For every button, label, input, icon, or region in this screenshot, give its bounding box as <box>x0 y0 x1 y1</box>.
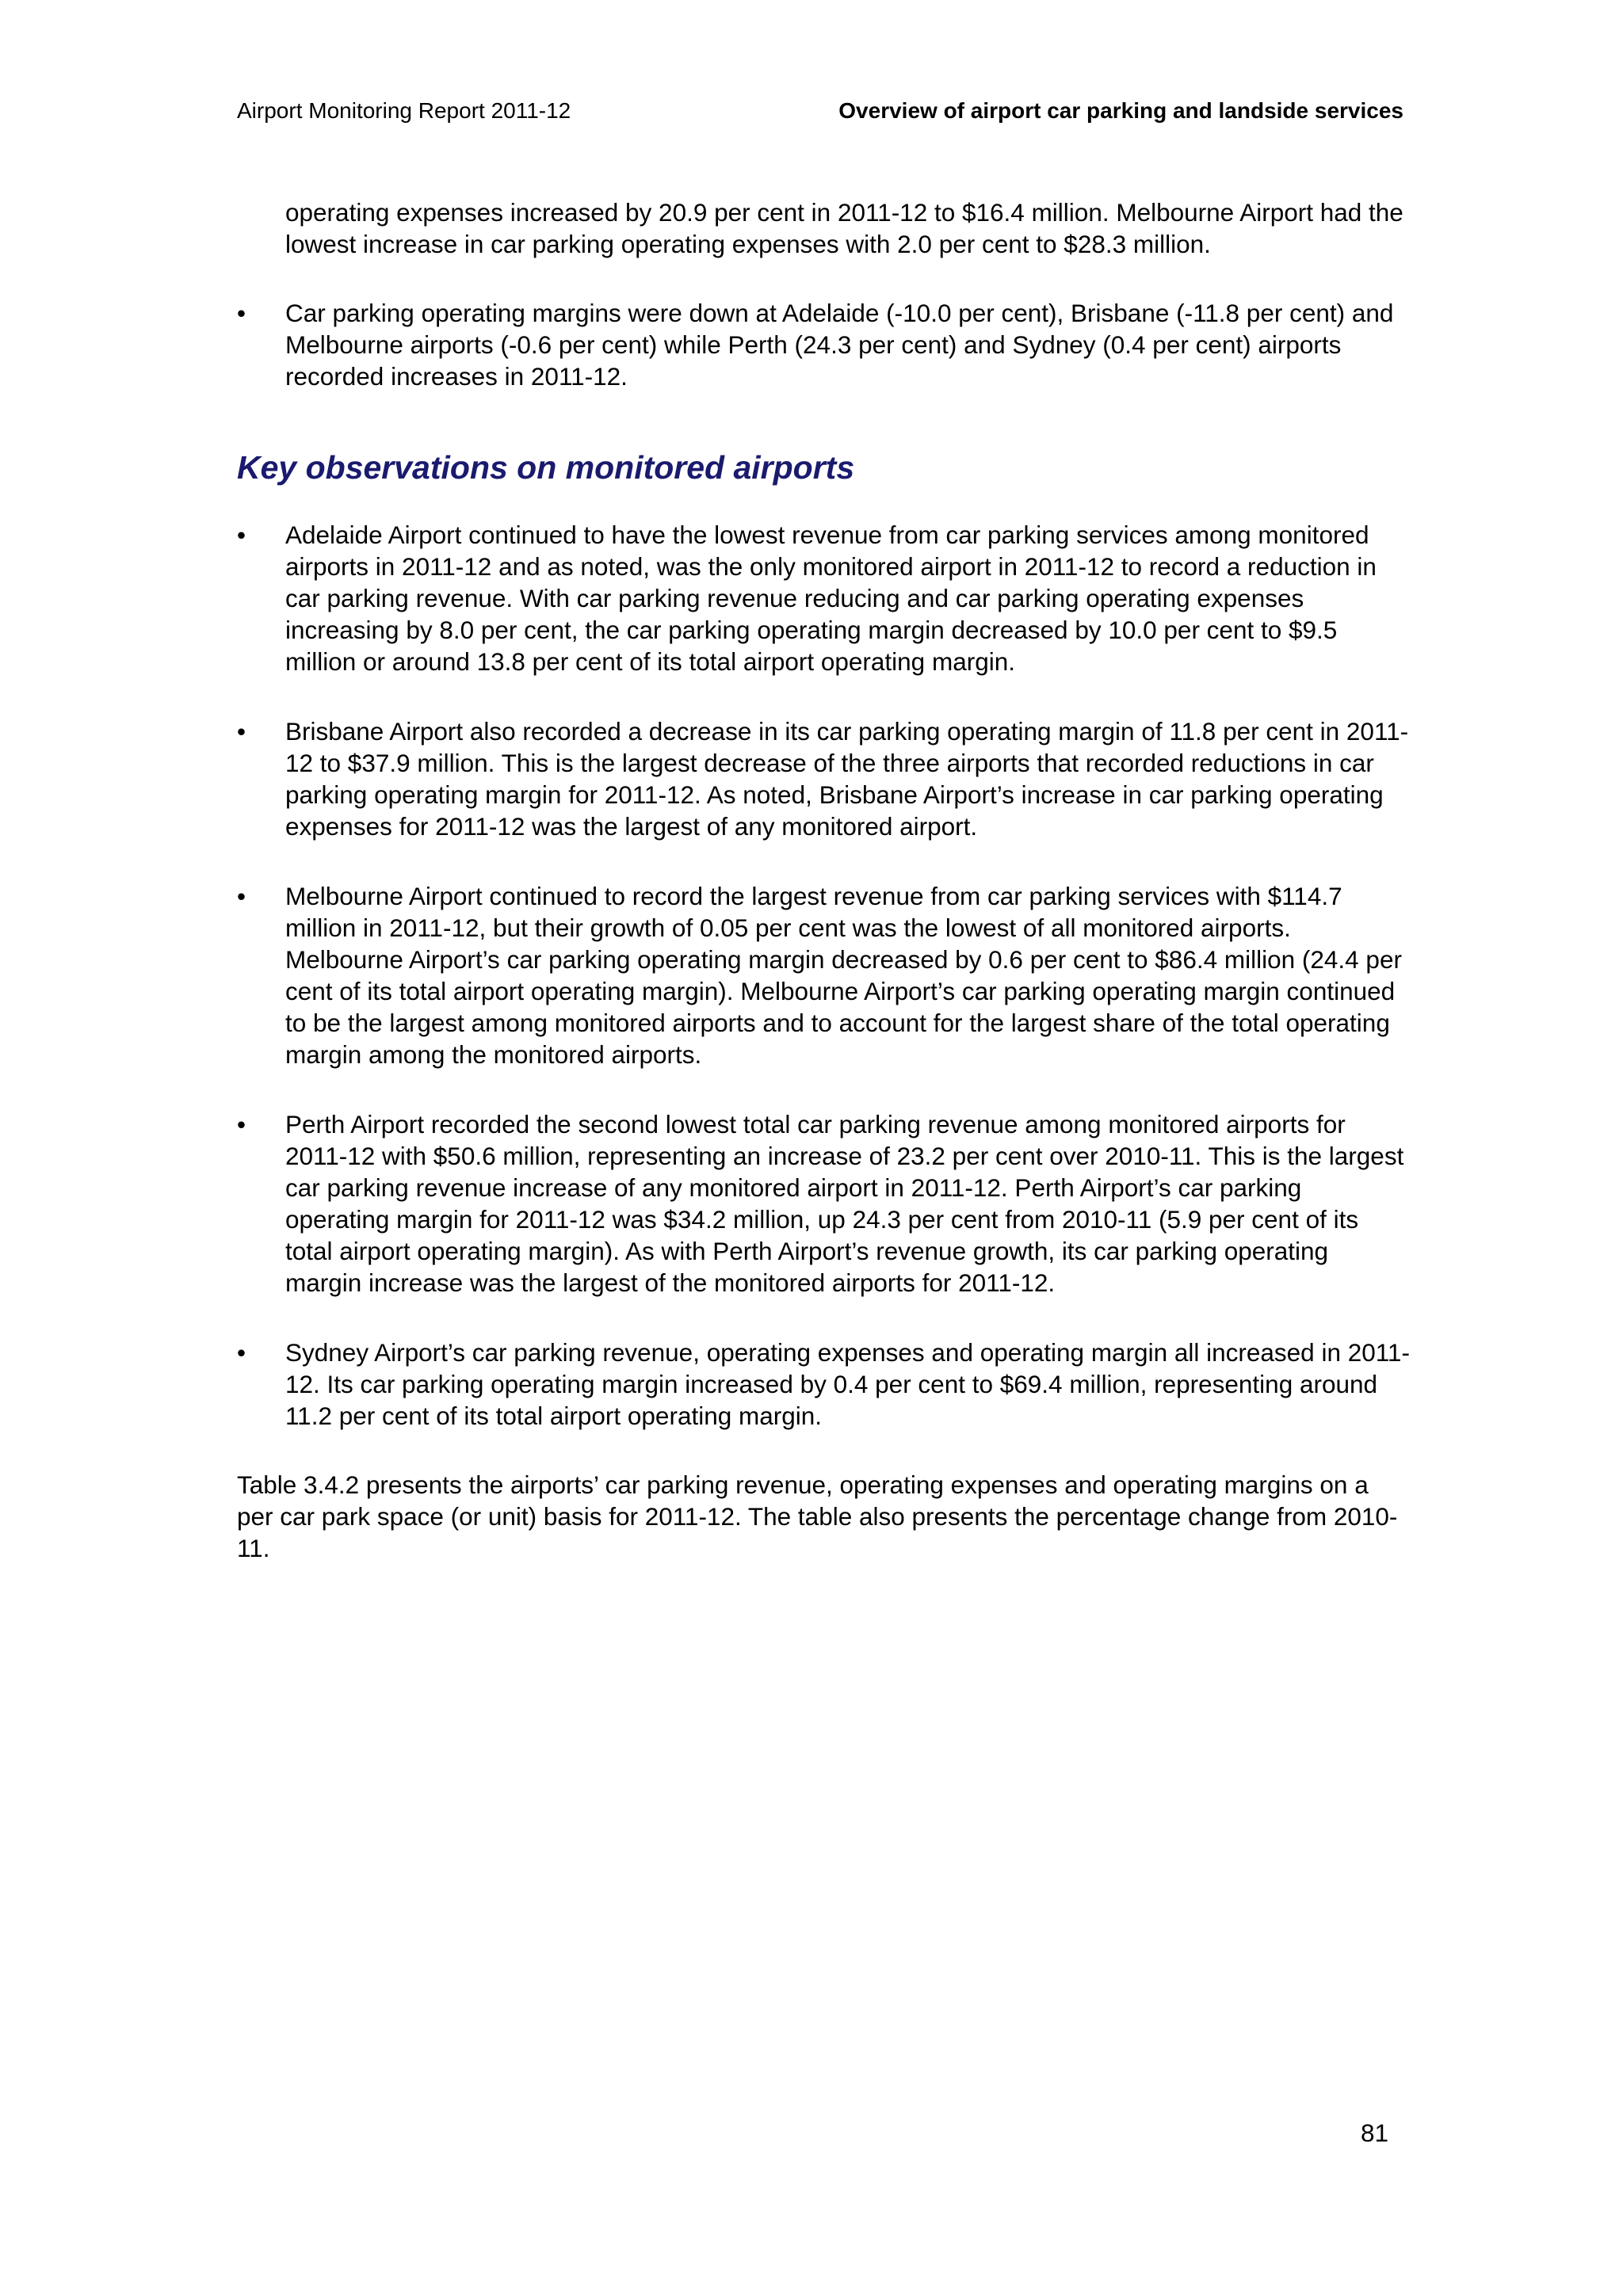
list-item <box>237 1337 1410 1432</box>
bullet-icon: • <box>237 1110 246 1138</box>
list-item <box>237 1108 1410 1299</box>
running-header-title: Airport Monitoring Report 2011-12 <box>237 98 571 123</box>
list-item <box>237 880 1410 1070</box>
list-item <box>237 715 1410 842</box>
list-item-text: Brisbane Airport also recorded a decrease in its car parking operating margin of 11.8 per cent in 2011-12 to $37.9 million. This is the largest decrease of the three airports that recorded reductions in car parking operating margin for 2011-12. As noted, Brisbane Airport’s increase in car parking operating expenses for 2011-12 was the largest of any monitored airport. <box>285 717 1409 841</box>
bullet-icon: • <box>237 717 246 746</box>
page-body <box>237 196 1410 1564</box>
list-item-text: Car parking operating margins were down at Adelaide (-10.0 per cent), Brisbane (-11.8 per cent) and Melbourne airports (-0.6 per cent) while Perth (24.3 per cent) and Sydney (0.4 per cent) airports recorded increases in 2011-12. <box>285 299 1394 391</box>
page-number: 81 <box>1360 2119 1388 2147</box>
running-header-section: Overview of airport car parking and landside services <box>838 98 1403 123</box>
section-heading: Key observations on monitored airports <box>237 449 855 486</box>
list-item <box>237 297 1410 392</box>
intro-continuation-paragraph: operating expenses increased by 20.9 per cent in 2011-12 to $16.4 million. Melbourne Airport had the lowest increase in car parking operating expenses with 2.0 per cent to $28.3 million. <box>285 198 1403 258</box>
list-item <box>237 519 1410 677</box>
list-item-text: Sydney Airport’s car parking revenue, operating expenses and operating margin all increased in 2011-12. Its car parking operating margin increased by 0.4 per cent to $69.4 million, representing around 11.2 per cent of its total airport operating margin. <box>285 1338 1410 1430</box>
bullet-icon: • <box>237 521 246 549</box>
closing-paragraph: Table 3.4.2 presents the airports’ car parking revenue, operating expenses and operating margins on a per car park space (or unit) basis for 2011-12. The table also presents the percentage change from 2010-11. <box>237 1470 1398 1562</box>
list-item-text: Perth Airport recorded the second lowest total car parking revenue among monitored airports for 2011-12 with $50.6 million, representing an increase of 23.2 per cent over 2010-11. This is the largest car parking revenue increase of any monitored airport in 2011-12. Perth Airport’s car parking operating margin for 2011-12 was $34.2 million, up 24.3 per cent from 2010-11 (5.9 per cent of its total airport operating margin). As with Perth Airport’s revenue growth, its car parking operating margin increase was the largest of the monitored airports for 2011-12. <box>285 1110 1404 1297</box>
list-item-text: Adelaide Airport continued to have the lowest revenue from car parking services among monitored airports in 2011-12 and as noted, was the only monitored airport in 2011-12 to record a reduction in car parking revenue. With car parking revenue reducing and car parking operating expenses increasing by 8.0 per cent, the car parking operating margin decreased by 10.0 per cent to $9.5 million or around 13.8 per cent of its total airport operating margin. <box>285 521 1377 676</box>
bullet-icon: • <box>237 882 246 910</box>
bullet-icon: • <box>237 1338 246 1367</box>
list-item-text: Melbourne Airport continued to record the largest revenue from car parking services with $114.7 million in 2011-12, but their growth of 0.05 per cent was the lowest of all monitored airports. Melbourne Airport’s car parking operating margin decreased by 0.6 per cent to $86.4 million (24.4 per cent of its total airport operating margin). Melbourne Airport’s car parking operating margin continued to be the largest among monitored airports and to account for the largest share of the total operating margin among the monitored airports. <box>285 882 1402 1069</box>
bullet-icon: • <box>237 299 246 327</box>
